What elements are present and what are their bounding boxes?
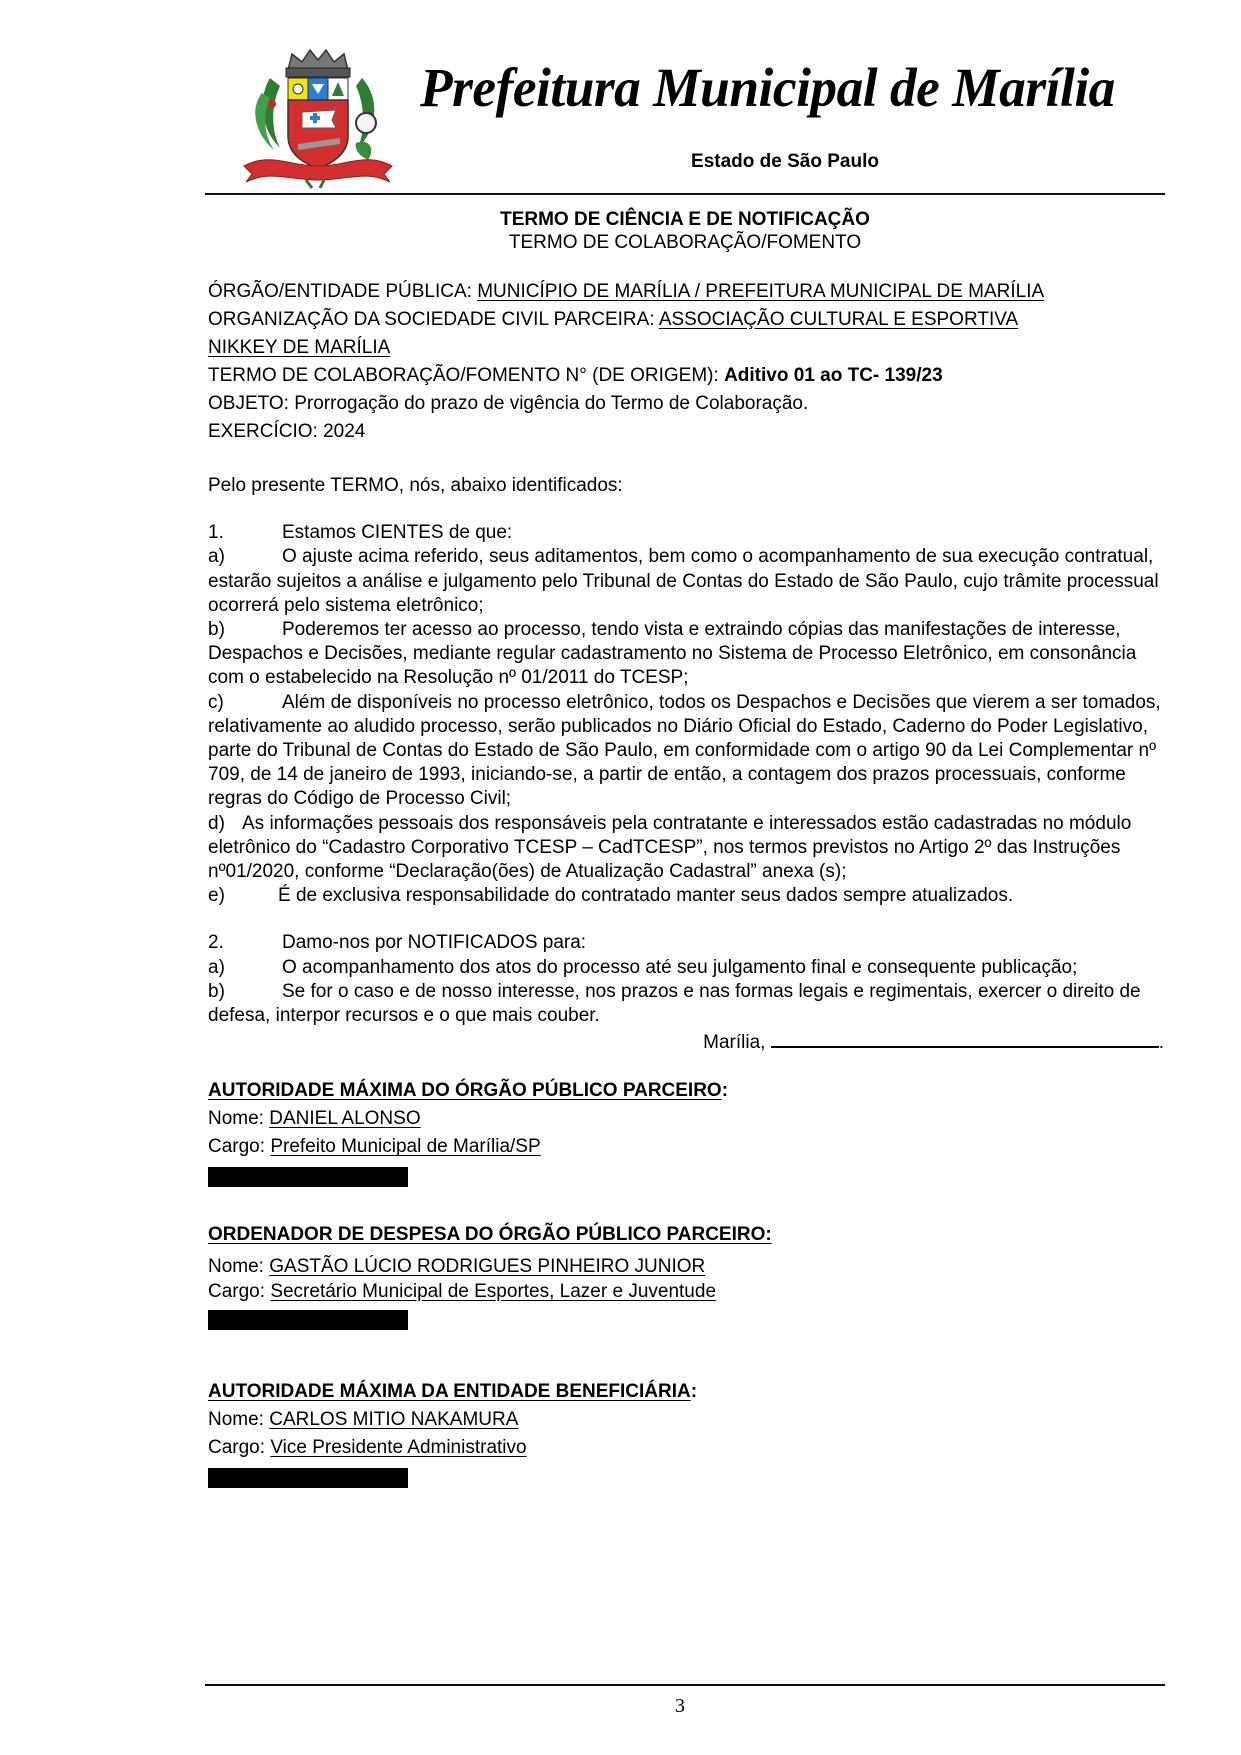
section-number: 1. [208,522,224,544]
signature-place-date [208,1028,1168,1055]
field-osc-cont [208,334,1168,362]
item-text: Poderemos ter acesso ao processo, tendo vista e extraindo cópias das manifestações de interesse, Despachos e Decisões, mediante regular cadastramento no Sistema de Processo Eletrônico, em consonância com o estabelecido na Resolução nº 01/2011 do TCESP; [208,619,1137,689]
signatory-title-text: AUTORIDADE MÁXIMA DA ENTIDADE BENEFICIÁRIA [208,1380,691,1402]
place-period: . [1158,1032,1164,1054]
redacted-block [208,1310,408,1330]
field-value: Aditivo 01 ao TC- 139/23 [724,365,943,386]
field-label: ORGANIZAÇÃO DA SOCIEDADE CIVIL PARCEIRA: [208,309,659,330]
colon: : [690,1380,698,1402]
item-letter: d) [208,812,225,834]
field-osc [208,306,1168,334]
name-label: Nome: [208,1108,270,1130]
header-divider [205,193,1165,195]
document-subtitle: TERMO DE COLABORAÇÃO/FOMENTO [508,232,862,253]
section2-heading [208,931,1168,955]
item-text: O ajuste acima referido, seus aditamentos, bem como o acompanhamento de sua execução contratual, estarão sujeitos a análise e julgamento pelo Tribunal de Contas do Estado de São Paulo, cujo trâmite processual ocorrerá pelo sistema eletrônico; [208,546,1159,616]
signatory-name [208,1406,1168,1434]
field-termo [208,362,1168,390]
field-exercicio [208,418,1168,446]
document-heading [205,208,1165,254]
section1-item-d [208,812,1168,885]
role-label: Cargo: [208,1436,271,1458]
section-heading-text: Estamos CIENTES de que: [282,522,513,544]
signatory-title-text: AUTORIDADE MÁXIMA DO ÓRGÃO PÚBLICO PARCEIRO [208,1080,722,1102]
document-body [208,278,1168,1488]
item-letter: b) [208,619,225,641]
section1-item-e [208,884,1168,908]
role-value: Secretário Municipal de Esportes, Lazer e Juventude [270,1280,717,1302]
item-letter: a) [208,956,225,978]
item-text: As informações pessoais dos responsáveis pela contratante e interessados estão cadastradas no módulo eletrônico do “Cadastro Corporativo TCESP – CadTCESP”, nos termos previstos no Artigo 2º das Instruções nº01/2020, conforme “Declaração(ões) de Atualização Cadastral” anexa (s); [208,812,1132,883]
field-label: ÓRGÃO/ENTIDADE PÚBLICA: [208,281,478,302]
field-orgao [208,278,1168,306]
field-value: NIKKEY DE MARÍLIA [208,337,391,358]
colon: : [721,1080,729,1102]
field-label: TERMO DE COLABORAÇÃO/FOMENTO N° (DE ORIGEM): [208,365,725,386]
item-text: O acompanhamento dos atos do processo até seu julgamento final e consequente publicação; [282,956,1078,978]
role-value: Prefeito Municipal de Marília/SP [270,1136,541,1158]
section1-item-a [208,545,1168,618]
role-label: Cargo: [208,1280,271,1302]
signatory-name [208,1105,1168,1133]
section-heading-text: Damo-nos por NOTIFICADOS para: [282,932,587,954]
coat-of-arms-logo [240,48,395,190]
date-blank-line[interactable] [771,1028,1159,1048]
section1-item-c [208,691,1168,812]
page-number: 3 [675,1695,685,1717]
signatory-block-2 [208,1221,1168,1329]
state-subtitle: Estado de São Paulo [691,151,879,172]
field-value: 2024 [323,421,366,442]
signatory-role [208,1133,1168,1161]
role-label: Cargo: [208,1136,271,1158]
name-value: GASTÃO LÚCIO RODRIGUES PINHEIRO JUNIOR [269,1256,706,1278]
name-value: DANIEL ALONSO [269,1108,421,1130]
item-letter: c) [208,691,224,713]
section1-item-b [208,618,1168,691]
field-label: EXERCÍCIO: [208,421,324,442]
name-label: Nome: [208,1256,270,1278]
signatory-role [208,1280,1168,1304]
document-title: TERMO DE CIÊNCIA E DE NOTIFICAÇÃO [500,209,870,230]
signatory-title [208,1221,1168,1249]
fields-block [208,278,1168,446]
coat-of-arms-icon [240,48,395,190]
item-text: É de exclusiva responsabilidade do contratado manter seus dados sempre atualizados. [278,885,1014,907]
signatory-title [208,1378,1168,1406]
signatory-title-text: ORDENADOR DE DESPESA DO ÓRGÃO PÚBLICO PARCEIRO: [208,1224,772,1246]
field-label: OBJETO: [208,393,295,414]
intro-paragraph: Pelo presente TERMO, nós, abaixo identificados: [208,475,623,496]
section-number: 2. [208,932,224,954]
item-letter: a) [208,546,225,568]
section1-heading [208,521,1168,545]
signatory-name [208,1255,1168,1279]
redacted-block [208,1468,408,1488]
section2-item-a [208,956,1168,980]
signatory-role [208,1434,1168,1462]
name-value: CARLOS MITIO NAKAMURA [269,1408,519,1430]
role-value: Vice Presidente Administrativo [270,1436,527,1458]
municipality-title: Prefeitura Municipal de Marília [420,57,1115,118]
field-value: Prorrogação do prazo de vigência do Termo de Colaboração. [294,393,809,414]
item-text: Além de disponíveis no processo eletrônico, todos os Despachos e Decisões que vierem a ser tomados, relativamente ao aludido processo, serão publicados no Diário Oficial do Estado, Caderno do Poder Legislativo, parte do Tribunal de Contas do Estado de São Paulo, em conformidade com o artigo 90 da Lei Complementar nº 709, de 14 de janeiro de 1993, iniciando-se, a partir de então, a contagem dos prazos processuais, conforme regras do Código de Processo Civil; [208,691,1161,810]
field-objeto [208,390,1168,418]
footer-divider [205,1684,1165,1686]
place-label: Marília, [703,1032,766,1054]
section2-item-b [208,980,1168,1028]
signatory-block-3 [208,1378,1168,1488]
signatory-block-1 [208,1077,1168,1187]
field-value: ASSOCIAÇÃO CULTURAL E ESPORTIVA [658,309,1019,330]
item-text: Se for o caso e de nosso interesse, nos prazos e nas formas legais e regimentais, exercer o direito de defesa, interpor recursos e o que mais couber. [208,980,1141,1027]
item-letter: e) [208,885,225,907]
field-value: MUNICÍPIO DE MARÍLIA / PREFEITURA MUNICIPAL DE MARÍLIA [477,281,1045,302]
signatory-title [208,1077,1168,1105]
item-letter: b) [208,980,225,1002]
redacted-block [208,1167,408,1187]
name-label: Nome: [208,1408,270,1430]
